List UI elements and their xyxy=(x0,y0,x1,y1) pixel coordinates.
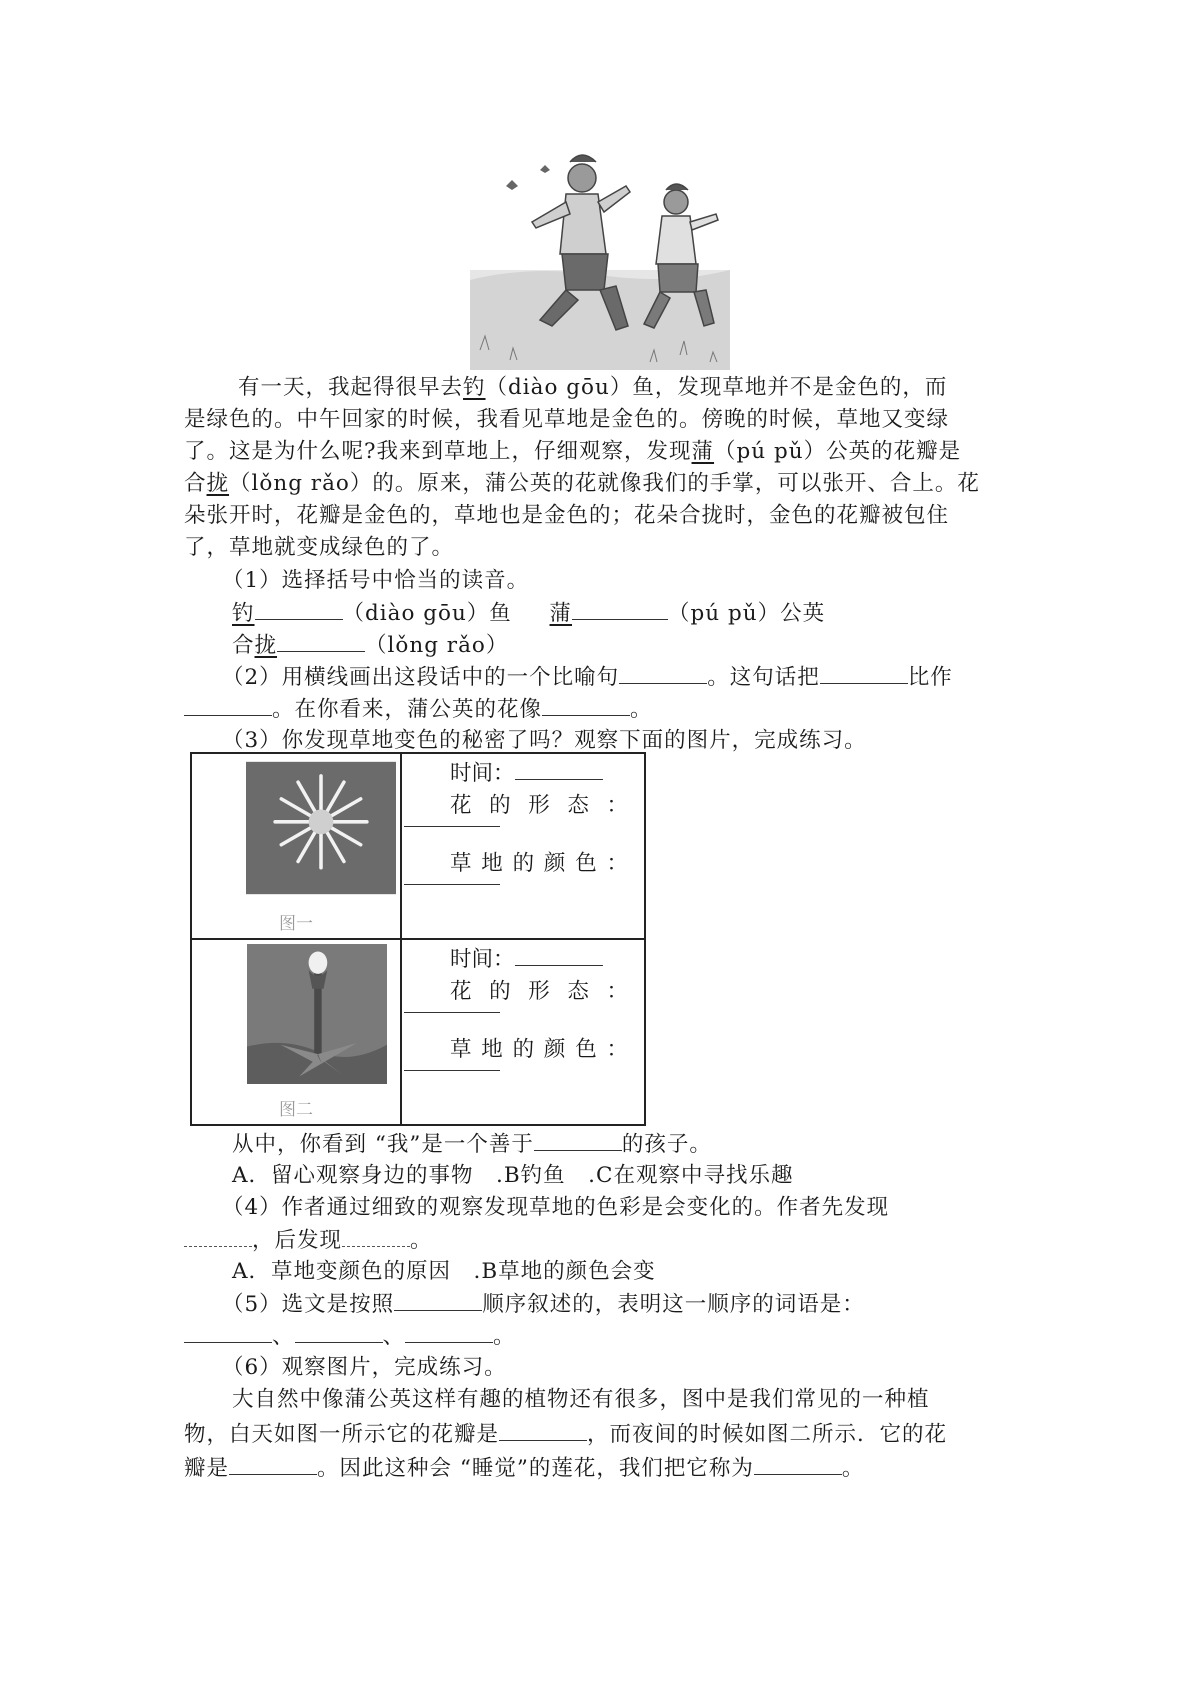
passage-line-6: 了，草地就变成绿色的了。 xyxy=(184,535,455,560)
flower-form-label: 花 的 形 态 ： xyxy=(450,793,628,818)
answer-blank[interactable] xyxy=(229,1452,317,1475)
q3-options: A．留心观察身边的事物 .B钓鱼 .C在观察中寻找乐趣 xyxy=(232,1163,794,1188)
answer-blank[interactable] xyxy=(619,661,707,684)
figure-caption: 图一 xyxy=(279,914,313,934)
open-dandelion-photo xyxy=(246,758,396,898)
answer-blank[interactable] xyxy=(184,1224,252,1247)
grass-color-label: 草 地 的 颜 色 ： xyxy=(450,1037,628,1062)
answer-blank[interactable] xyxy=(255,597,343,620)
flower-form-label: 花 的 形 态 ： xyxy=(450,979,628,1004)
q3-title: （3）你发现草地变色的秘密了吗？观察下面的图片，完成练习。 xyxy=(222,728,867,753)
time-row: 时间： xyxy=(450,756,603,787)
q1-row-2: 合拢 （lǒng rǎo） xyxy=(232,629,508,662)
answer-blank[interactable] xyxy=(572,597,668,620)
table-row xyxy=(191,753,645,939)
passage-line-1: 有一天，我起得很早去钓（diào gōu）鱼，发现草地并不是金色的，而 xyxy=(238,375,948,400)
passage-line-5: 朵张开时，花瓣是金色的，草地也是金色的；花朵合拢时，金色的花瓣被包住 xyxy=(184,503,950,528)
answer-blank[interactable] xyxy=(404,862,500,885)
info-cell xyxy=(401,753,645,939)
q4-options: A．草地变颜色的原因 .B草地的颜色会变 xyxy=(232,1259,656,1284)
passage-line-2: 是绿色的。中午回家的时候，我看见草地是金色的。傍晚的时候，草地又变绿 xyxy=(184,407,950,432)
answer-blank[interactable] xyxy=(184,1320,272,1343)
passage-line-4: 合拢（lǒng rǎo）的。原来，蒲公英的花就像我们的手掌，可以张开、合上。花 xyxy=(184,471,980,496)
image-cell xyxy=(191,939,401,1125)
answer-blank[interactable] xyxy=(515,757,603,780)
q6-line-3: 瓣是 。因此这种会 “睡觉”的莲花，我们把它称为 。 xyxy=(184,1452,864,1485)
q4-line-1: （4）作者通过细致的观察发现草地的色彩是会变化的。作者先发现 xyxy=(222,1195,890,1220)
answer-blank[interactable] xyxy=(404,1048,500,1071)
answer-blank[interactable] xyxy=(184,693,272,716)
image-cell xyxy=(191,753,401,939)
q6-line-1: 大自然中像蒲公英这样有趣的植物还有很多，图中是我们常见的一种植 xyxy=(232,1387,930,1412)
children-running-illustration xyxy=(470,150,730,370)
q2-line-2: 。在你看来，蒲公英的花像 。 xyxy=(184,693,653,726)
answer-blank[interactable] xyxy=(342,1224,410,1247)
answer-blank[interactable] xyxy=(515,943,603,966)
q3-followup: 从中，你看到 “我”是一个善于 的孩子。 xyxy=(232,1128,712,1161)
answer-blank[interactable] xyxy=(404,990,500,1013)
q6-line-2: 物，白天如图一所示它的花瓣是 ，而夜间的时候如图二所示．它的花 xyxy=(184,1418,947,1451)
answer-blank[interactable] xyxy=(820,661,908,684)
answer-blank[interactable] xyxy=(405,1320,493,1343)
q4-line-2: ，后发现 。 xyxy=(184,1224,433,1257)
q1-row-1: 钓 （diào gōu）鱼 蒲 （pú pǔ）公英 xyxy=(232,597,825,630)
time-row: 时间： xyxy=(450,942,603,973)
info-cell xyxy=(401,939,645,1125)
answer-blank[interactable] xyxy=(754,1452,842,1475)
q5-line-1: （5）选文是按照 顺序叙述的，表明这一顺序的词语是： xyxy=(222,1288,865,1321)
q1-title: （1）选择括号中恰当的读音。 xyxy=(222,568,530,593)
q5-line-2: 、 、 。 xyxy=(184,1320,516,1353)
table-row xyxy=(191,939,645,1125)
answer-blank[interactable] xyxy=(534,1128,622,1151)
figure-caption: 图二 xyxy=(279,1100,313,1120)
answer-blank[interactable] xyxy=(394,1288,482,1311)
observation-table xyxy=(190,752,646,1126)
answer-blank[interactable] xyxy=(542,693,630,716)
passage-line-3: 了。这是为什么呢?我来到草地上，仔细观察，发现蒲（pú pǔ）公英的花瓣是 xyxy=(184,439,962,464)
answer-blank[interactable] xyxy=(295,1320,383,1343)
answer-blank[interactable] xyxy=(404,804,500,827)
answer-blank[interactable] xyxy=(499,1418,587,1441)
closed-dandelion-photo xyxy=(242,944,392,1084)
grass-color-label: 草 地 的 颜 色 ： xyxy=(450,851,628,876)
q2-line-1: （2）用横线画出这段话中的一个比喻句 。这句话把 比作 xyxy=(222,661,953,694)
q6-title: （6）观察图片，完成练习。 xyxy=(222,1355,507,1380)
answer-blank[interactable] xyxy=(277,629,365,652)
